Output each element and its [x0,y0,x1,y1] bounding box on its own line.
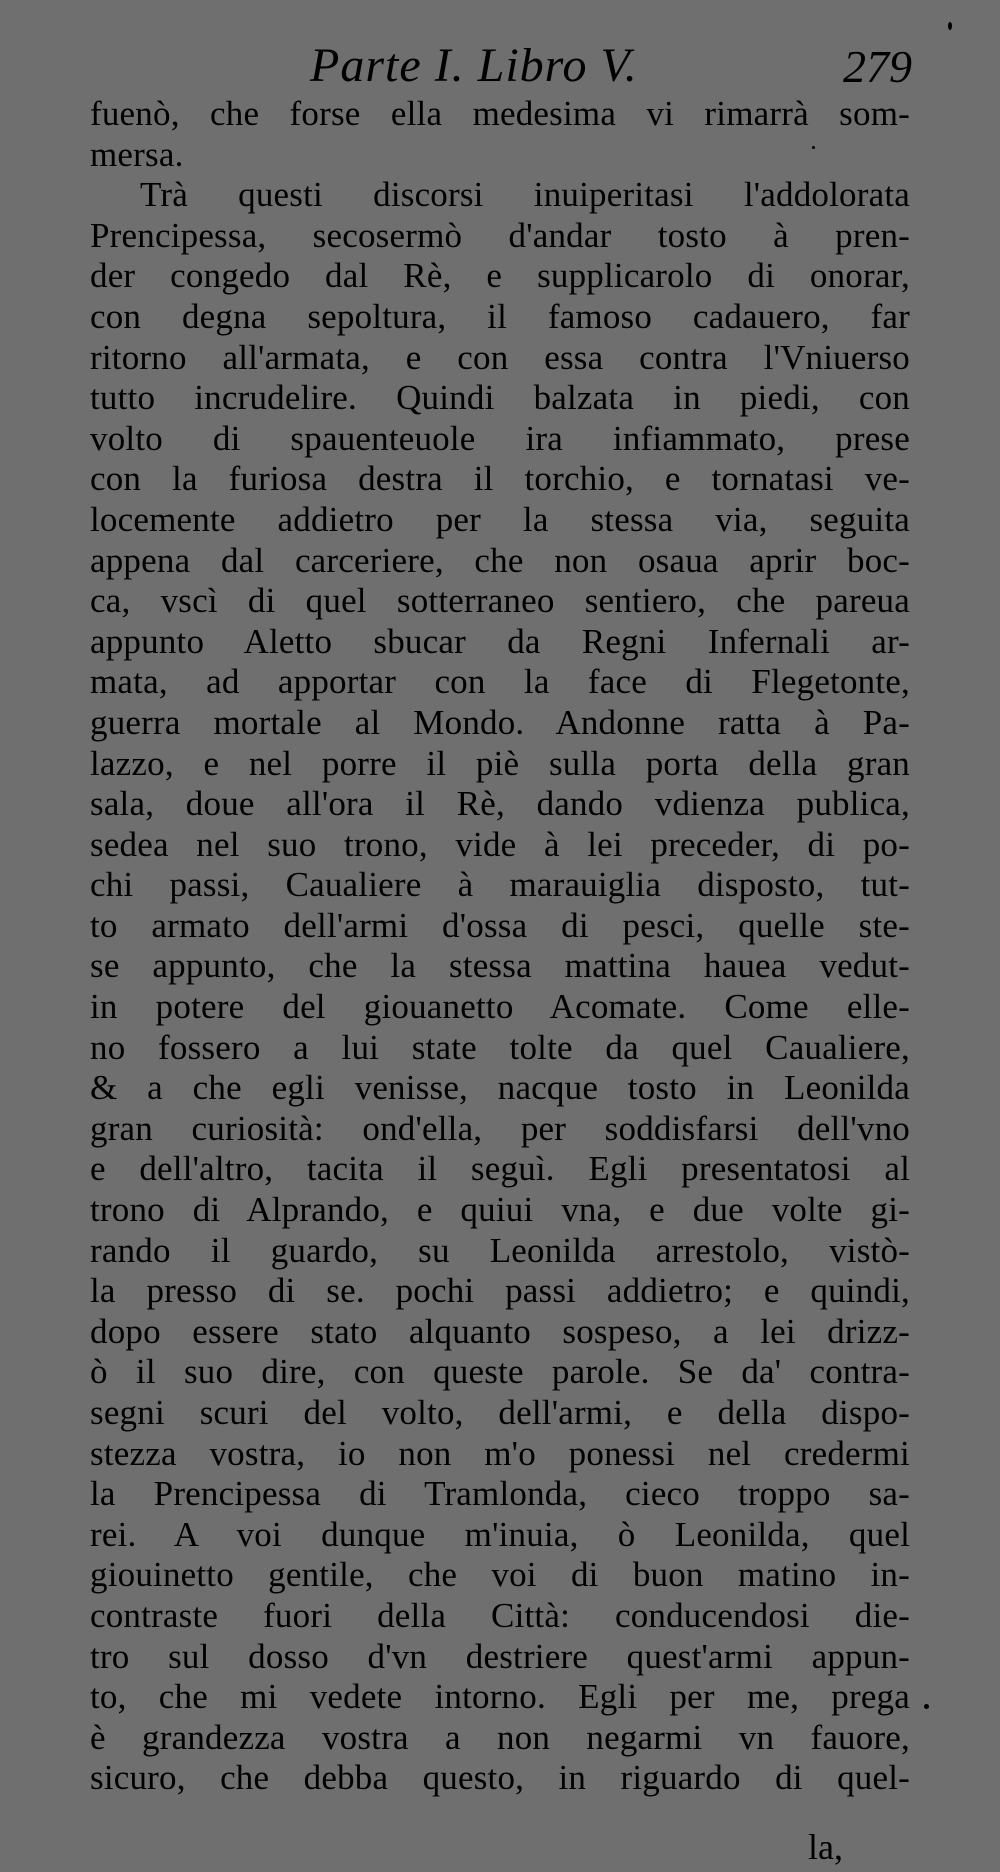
text-line: segni scuri del volto, dell'armi, e della dispo- [90,1393,910,1432]
text-line: sala, doue all'ora il Rè, dando vdienza publica, [90,784,910,824]
text-line: stezza vostra, io non m'o ponessi nel credermi [90,1433,910,1473]
text-line: guerra mortale al Mondo. Andonne ratta à Pa- [90,702,910,742]
text-line: ò il suo dire, con queste parole. Se da' contra- [90,1352,910,1392]
ink-speck [948,22,952,30]
catchword: la, [808,1827,843,1867]
text-line: rei. A voi dunque m'inuia, ò Leonilda, quel [90,1514,910,1554]
text-line: chi passi, Caualiere à marauiglia disposto, tut- [90,865,910,905]
text-line: è grandezza vostra a non negarmi vn fauore, [90,1717,910,1757]
text-line: se appunto, che la stessa mattina hauea vedut- [90,946,910,986]
text-line: fuenò, che forse ella medesima vi rimarrà som- [90,94,910,133]
text-line: volto di spauenteuole ira infiammato, prese [90,418,910,458]
running-head: Parte I. Libro V. [310,39,638,92]
text-line: & a che egli venisse, nacque tosto in Leonilda [90,1068,910,1108]
ink-speck [924,1704,929,1709]
text-line: to, che mi vedete intorno. Egli per me, prega [90,1677,910,1717]
page-number: 279 [843,41,912,92]
text-line: gran curiosità: ond'ella, per soddisfarsi dell'vno [90,1108,910,1148]
text-line: ritorno all'armata, e con essa contra l'Vniuerso [90,337,910,377]
ink-speck [812,146,815,149]
text-line: contraste fuori della Città: conducendosi die- [90,1595,910,1635]
text-line: e dell'altro, tacita il seguì. Egli presentatosi al [90,1149,910,1189]
text-line: la Prencipessa di Tramlonda, cieco troppo sa- [90,1474,910,1514]
text-line: no fossero a lui state tolte da quel Caualiere, [90,1027,910,1067]
text-line: dopo essere stato alquanto sospeso, a lei drizz- [90,1311,910,1351]
text-line: con la furiosa destra il torchio, e tornatasi ve- [90,459,910,499]
text-line: appena dal carceriere, che non osaua aprir boc- [90,540,910,580]
text-line: tro sul dosso d'vn destriere quest'armi appun- [90,1636,910,1676]
text-line: Prencipessa, secosermò d'andar tosto à pren- [90,215,910,255]
body-text [90,94,910,1799]
text-line: in potere del giouanetto Acomate. Come elle- [90,987,910,1027]
text-line: sicuro, che debba questo, in riguardo di quel- [90,1758,910,1798]
text-line: mata, ad apportar con la face di Flegetonte, [90,662,910,702]
text-line: locemente addietro per la stessa via, seguita [90,499,910,539]
text-line: mersa. [90,134,184,174]
text-line: to armato dell'armi d'ossa di pesci, quelle ste- [90,905,910,945]
text-line: sedea nel suo trono, vide à lei preceder, di po- [90,824,910,864]
text-line: der congedo dal Rè, e supplicarolo di onorar, [90,256,910,296]
text-line: rando il guardo, su Leonilda arrestolo, vistò- [90,1230,910,1270]
text-line: Trà questi discorsi inuiperitasi l'addolorata [140,175,910,215]
text-line: trono di Alprando, e quiui vna, e due volte gi- [90,1190,910,1230]
text-line: appunto Aletto sbucar da Regni Infernali ar- [90,621,910,661]
text-line: la presso di se. pochi passi addietro; e quindi, [90,1271,910,1311]
text-line: giouinetto gentile, che voi di buon matino in- [90,1555,910,1595]
text-line: ca, vscì di quel sotterraneo sentiero, che pareua [90,581,910,621]
text-line: lazzo, e nel porre il piè sulla porta della gran [90,743,910,783]
text-line: con degna sepoltura, il famoso cadauero, far [90,296,910,336]
text-line: tutto incrudelire. Quindi balzata in piedi, con [90,378,910,418]
